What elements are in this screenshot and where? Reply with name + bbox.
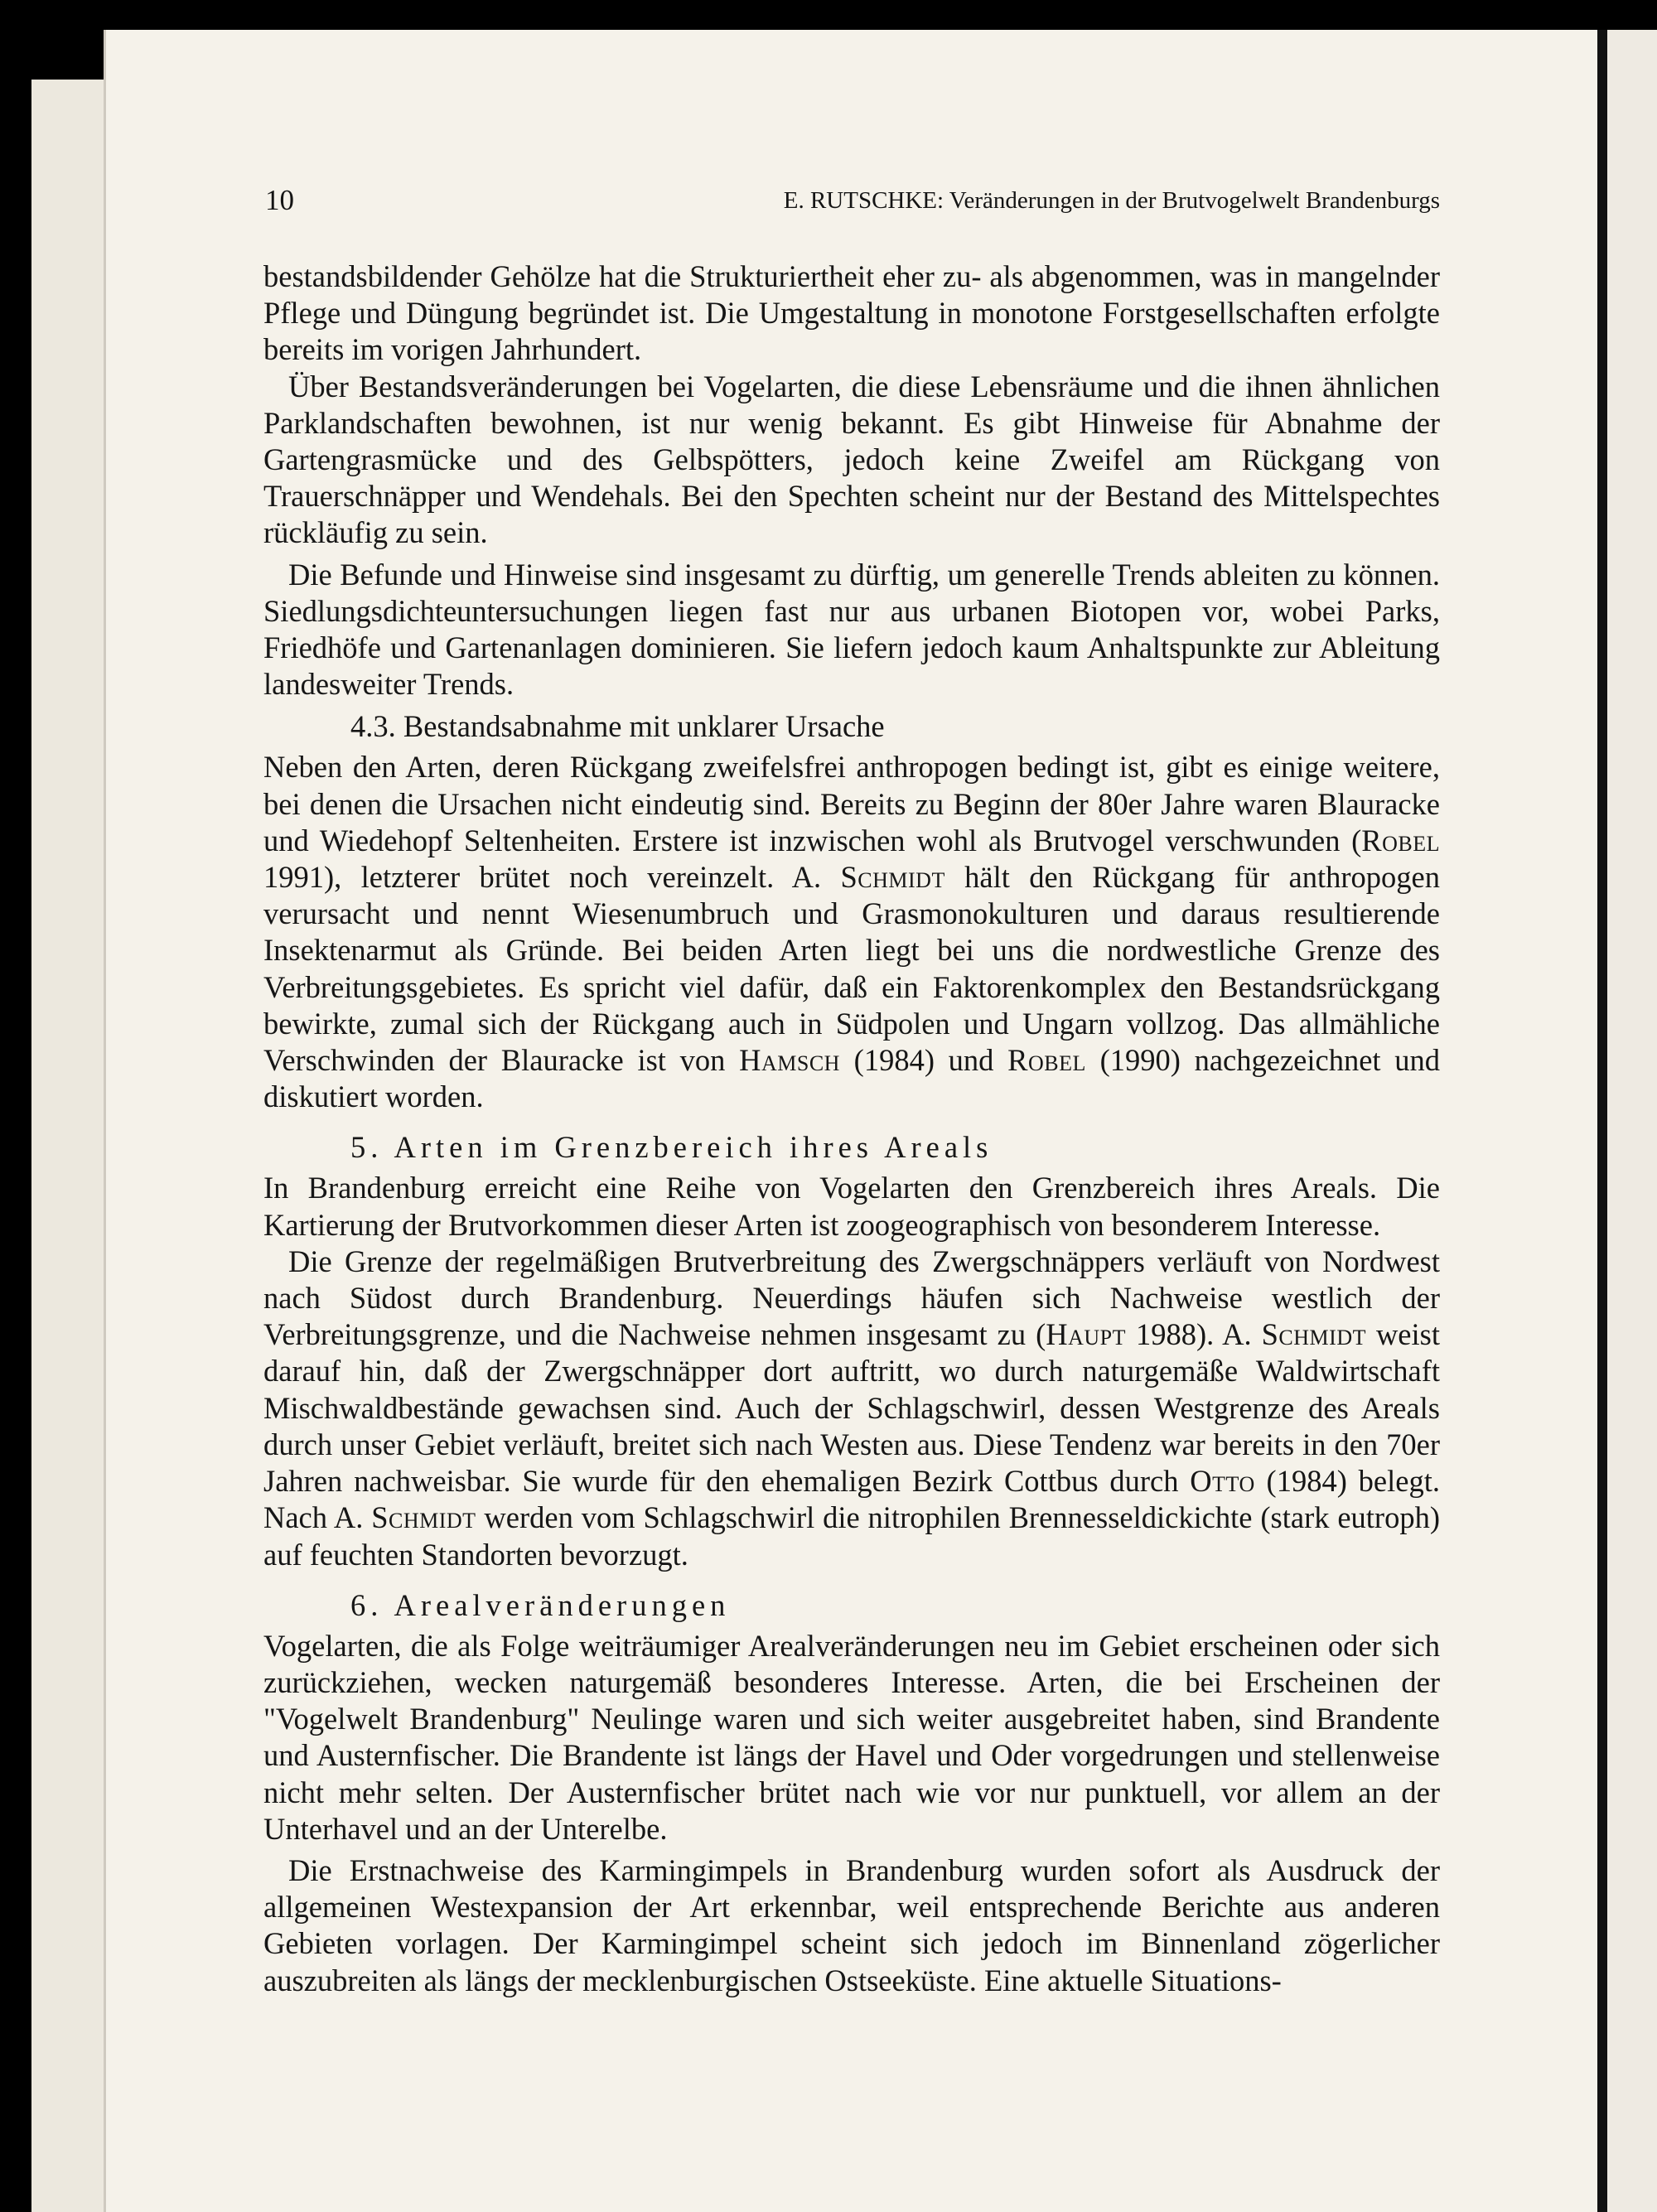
facing-page-edge [1607,30,1657,2212]
paragraph-1: bestandsbildender Gehölze hat die Strukturiertheit eher zu- als abgenommen, was in mangelnder Pflege und Düngung begründet ist. Die Umgestaltung in monotone Forstgesellschaften erfolgte bereits im vorigen Jahrhundert. [263,259,1440,367]
paragraph-7: Vogelarten, die als Folge weiträumiger Arealveränderungen neu im Gebiet erscheinen oder sich zurückziehen, wecken naturgemäß besonderes Interesse. Arten, die bei Erscheinen der "Vogelwelt Brandenburg" Neulinge waren und sich weiter ausgebreitet haben, sind Brandente und Austernfischer. Die Brandente ist längs der Havel und Oder vorgedrungen und stellenweise nicht mehr selten. Der Austernfischer brütet nach wie vor nur punktuell, vor allem an der Unterhavel und an der Unterelbe. [263,1628,1440,1846]
page-number: 10 [265,184,294,216]
paragraph-2: Über Bestandsveränderungen bei Vogelarten, die diese Lebensräume und die ihnen ähnlichen Parklandschaften bewohnen, ist nur wenig bekannt. Es gibt Hinweise für Abnahme der Gartengrasmücke und des Gelbspötters, jedoch keine Zweifel am Rückgang von Trauerschnäpper und Wendehals. Bei den Spechten scheint nur der Bestand des Mittelspechtes rückläufig zu sein. [263,369,1440,550]
paragraph-4: Neben den Arten, deren Rückgang zweifelsfrei anthropogen bedingt ist, gibt es einige weitere, bei denen die Ursachen nicht eindeutig sind. Bereits zu Beginn der 80er Jahre waren Blauracke und Wiedehopf Seltenheiten. Erstere ist inzwischen wohl als Brutvogel verschwunden (Robel 1991), letzterer brütet noch vereinzelt. A. Schmidt hält den Rückgang für anthropogen verursacht und nennt Wiesenumbruch und Grasmonokulturen und daraus resultierende Insektenarmut als Gründe. Bei beiden Arten liegt bei uns die nordwestliche Grenze des Verbreitungsgebietes. Es spricht viel dafür, daß ein Faktorenkomplex den Bestandsrückgang bewirkte, zumal sich der Rückgang auch in Südpolen und Ungarn vollzog. Das allmähliche Verschwinden der Blauracke ist von Hamsch (1984) und Robel (1990) nachgezeichnet und diskutiert worden. [263,750,1440,1114]
page-gutter [1597,30,1607,2212]
author-hamsch: Hamsch [739,1043,840,1078]
author-otto: Otto [1190,1464,1255,1499]
body-text [263,258,1440,1999]
paragraph-6: Die Grenze der regelmäßigen Brutverbreitung des Zwergschnäppers verläuft von Nordwest nach Südost durch Brandenburg. Neuerdings häufen sich Nachweise westlich der Verbreitungsgrenze, und die Nachweise nehmen insgesamt zu (Haupt 1988). A. Schmidt weist darauf hin, daß der Zwergschnäpper dort auftritt, wo durch naturgemäße Waldwirtschaft Mischwaldbestände gewachsen sind. Auch der Schlagschwirl, dessen Westgrenze des Areals durch unser Gebiet verläuft, breitet sich nach Westen aus. Diese Tendenz war bereits in den 70er Jahren nachweisbar. Sie wurde für den ehemaligen Bezirk Cottbus durch Otto (1984) belegt. Nach A. Schmidt werden vom Schlagschwirl die nitrophilen Brennesseldickichte (stark eutroph) auf feuchten Standorten bevorzugt. [263,1244,1440,1572]
paragraph-3: Die Befunde und Hinweise sind insgesamt zu dürftig, um generelle Trends ableiten zu können. Siedlungsdichteuntersuchungen liegen fast nur aus urbanen Biotopen vor, wobei Parks, Friedhöfe und Gartenanlagen dominieren. Sie liefern jedoch kaum Anhaltspunkte zur Ableitung landesweiter Trends. [263,557,1440,702]
paragraph-5: In Brandenburg erreicht eine Reihe von Vogelarten den Grenzbereich ihres Areals. Die Kartierung der Brutvorkommen dieser Arten ist zoogeographisch von besonderem Interesse. [263,1171,1440,1242]
running-header [265,184,1440,217]
author-robel: Robel [1361,823,1440,857]
heading-5: 5. Arten im Grenzbereich ihres Areals [350,1130,993,1165]
heading-4-3: 4.3. Bestandsabnahme mit unklarer Ursache [350,709,885,744]
author-schmidt: Schmidt [371,1500,476,1535]
author-robel: Robel [1007,1043,1086,1078]
author-haupt: Haupt [1046,1317,1126,1352]
author-schmidt: Schmidt [840,860,945,895]
heading-6: 6. Arealveränderungen [350,1587,731,1622]
author-schmidt: Schmidt [1261,1317,1366,1352]
running-title: E. RUTSCHKE: Veränderungen in der Brutvogelwelt Brandenburgs [783,187,1440,214]
paragraph-8: Die Erstnachweise des Karmingimpels in Brandenburg wurden sofort als Ausdruck der allgemeinen Westexpansion der Art erkennbar, weil entsprechende Berichte aus anderen Gebieten vorlagen. Der Karmingimpel scheint sich jedoch im Binnenland zögerlicher auszubreiten als längs der mecklenburgischen Ostseeküste. Eine aktuelle Situations- [263,1852,1440,1997]
